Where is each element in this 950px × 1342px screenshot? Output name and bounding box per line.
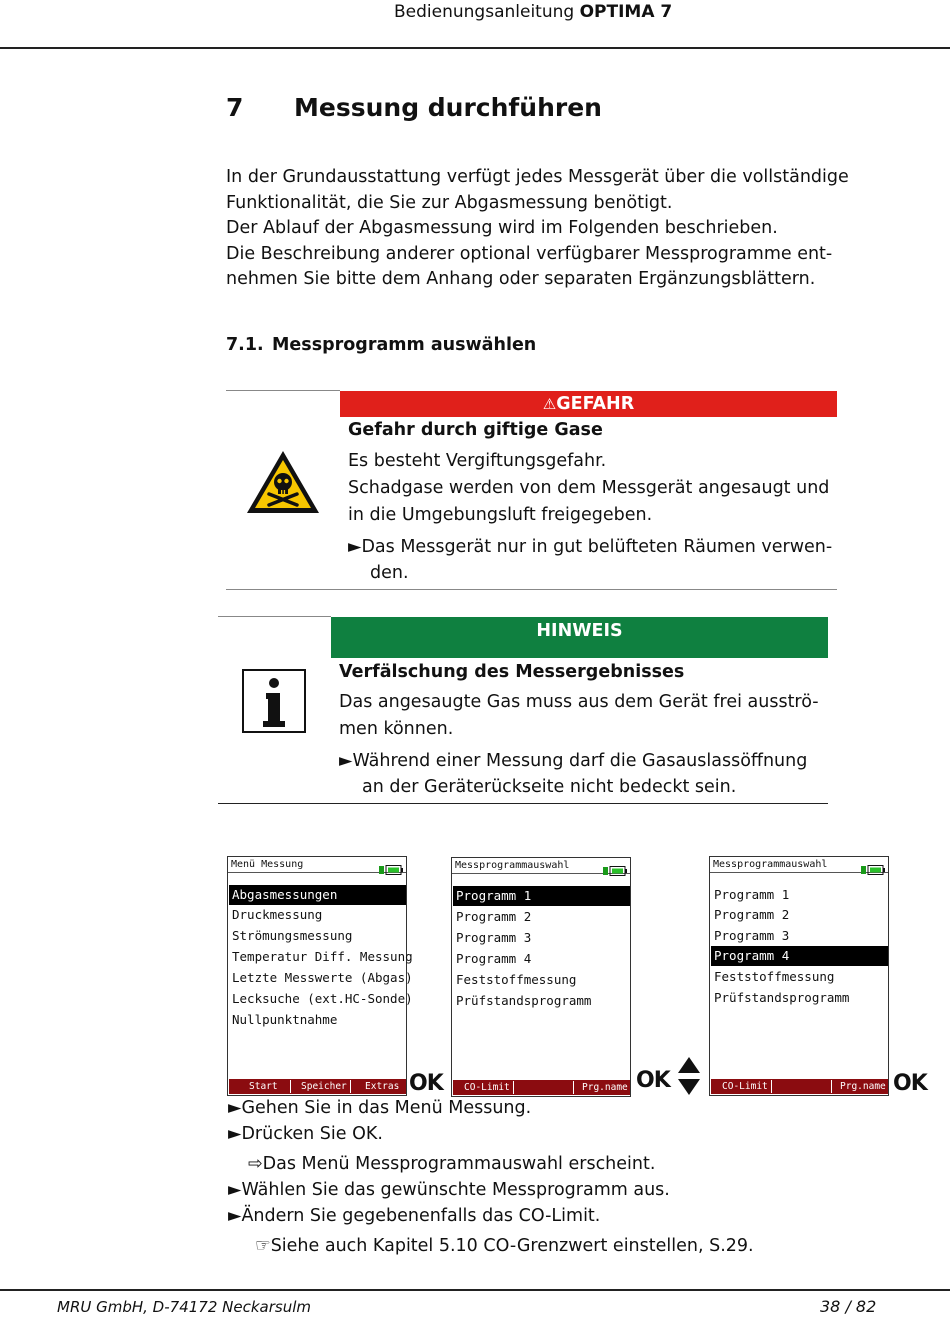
danger-text-line: Schadgase werden von dem Messgerät angesaugt und xyxy=(348,478,830,498)
step-result: ⇨Das Menü Messprogrammauswahl erscheint. xyxy=(248,1154,656,1174)
softkey-separator xyxy=(513,1081,514,1094)
footer-page-number: 38 / 82 xyxy=(820,1297,877,1316)
step-item: ►Wählen Sie das gewünschte Messprogramm aus. xyxy=(228,1180,670,1200)
header-product: OPTIMA 7 xyxy=(579,2,673,22)
softkey-co-limit[interactable]: CO-Limit xyxy=(722,1081,768,1092)
ok-key-icon: OK xyxy=(409,1071,443,1096)
notice-banner: HINWEIS xyxy=(331,617,828,658)
battery-icon xyxy=(861,860,885,870)
intro-paragraph xyxy=(226,165,849,293)
intro-line: Funktionalität, die Sie zur Abgasmessung benötigt. xyxy=(226,192,673,213)
notice-action-cont: an der Geräterückseite nicht bedeckt sein. xyxy=(362,777,737,797)
menu-item-druckmessung[interactable]: Druckmessung xyxy=(232,907,323,922)
up-down-arrows-icon xyxy=(677,1056,701,1096)
menu-item-letzte-messwerte[interactable]: Letzte Messwerte (Abgas) xyxy=(232,970,413,985)
softkey-co-limit[interactable]: CO-Limit xyxy=(464,1082,510,1093)
danger-text-line: Es besteht Vergiftungsgefahr. xyxy=(348,451,607,471)
softkey-extras[interactable]: Extras xyxy=(365,1081,400,1092)
program-item-4[interactable]: Programm 4 xyxy=(456,951,532,966)
program-item-2[interactable]: Programm 2 xyxy=(714,907,790,922)
danger-box-bottom-rule xyxy=(226,589,837,590)
program-item-3[interactable]: Programm 3 xyxy=(714,928,790,943)
notice-action: ►Während einer Messung darf die Gasauslassöffnung xyxy=(339,751,808,771)
danger-text-line: in die Umgebungsluft freigegeben. xyxy=(348,505,653,525)
program-item-2[interactable]: Programm 2 xyxy=(456,909,532,924)
step-reference: ☞Siehe auch Kapitel 5.10 CO-Grenzwert einstellen, S.29. xyxy=(255,1236,754,1256)
screen-title: Messprogrammauswahl xyxy=(452,858,630,874)
notice-box-bottom-rule xyxy=(218,803,828,804)
section-title: Messprogramm auswählen xyxy=(272,335,537,355)
softkey-separator xyxy=(290,1080,291,1093)
menu-item-stroemungsmessung[interactable]: Strömungsmessung xyxy=(232,928,353,943)
intro-line: Der Ablauf der Abgasmessung wird im Folgenden beschrieben. xyxy=(226,218,778,238)
danger-heading: Gefahr durch giftige Gase xyxy=(348,420,603,440)
softkey-separator xyxy=(350,1080,351,1093)
step-item: ►Drücken Sie OK. xyxy=(228,1124,383,1144)
softkey-prg-name[interactable]: Prg.name xyxy=(582,1082,628,1093)
ok-key-icon: OK xyxy=(893,1071,927,1096)
battery-icon xyxy=(603,861,627,871)
info-icon xyxy=(242,669,306,733)
menu-item-lecksuche[interactable]: Lecksuche (ext.HC-Sonde) xyxy=(232,991,413,1006)
softkey-bar xyxy=(711,1079,888,1094)
intro-line: nehmen Sie bitte dem Anhang oder separaten Ergänzungsblättern. xyxy=(226,269,816,289)
program-item-pruefstand[interactable]: Prüfstandsprogramm xyxy=(456,993,592,1008)
warning-triangle-icon: ⚠ xyxy=(542,395,557,413)
section-number: 7.1. xyxy=(226,335,264,355)
device-screen-menu xyxy=(227,856,413,1096)
toxic-warning-icon xyxy=(244,448,322,516)
chapter-title: Messung durchführen xyxy=(294,93,602,122)
page-header xyxy=(0,22,950,49)
header-label: Bedienungsanleitung xyxy=(394,2,575,22)
danger-box-top-rule xyxy=(226,390,340,391)
menu-item-temperatur-diff[interactable]: Temperatur Diff. Messung xyxy=(232,949,413,964)
notice-text-line: Das angesaugte Gas muss aus dem Gerät frei ausströ- xyxy=(339,692,819,712)
device-screen-programs xyxy=(451,857,631,1097)
danger-banner-label: GEFAHR xyxy=(556,394,635,414)
program-item-1[interactable]: Programm 1 xyxy=(714,887,790,902)
softkey-prg-name[interactable]: Prg.name xyxy=(840,1081,886,1092)
danger-banner xyxy=(340,391,837,417)
program-item-4[interactable]: Programm 4 xyxy=(711,946,888,966)
footer-company: MRU GmbH, D-74172 Neckarsulm xyxy=(57,1298,311,1316)
program-item-pruefstand[interactable]: Prüfstandsprogramm xyxy=(714,990,850,1005)
chapter-number: 7 xyxy=(226,93,244,122)
program-item-feststoff[interactable]: Feststoffmessung xyxy=(456,972,577,987)
softkey-separator xyxy=(831,1080,832,1093)
program-item-3[interactable]: Programm 3 xyxy=(456,930,532,945)
intro-line: Die Beschreibung anderer optional verfügbarer Messprogramme ent- xyxy=(226,243,833,264)
notice-heading: Verfälschung des Messergebnisses xyxy=(339,662,685,682)
program-item-1[interactable]: Programm 1 xyxy=(453,886,630,906)
notice-text-line: men können. xyxy=(339,719,454,739)
device-screen-programs-selected xyxy=(709,856,889,1096)
softkey-start[interactable]: Start xyxy=(249,1081,278,1092)
step-item: ►Ändern Sie gegebenenfalls das CO-Limit. xyxy=(228,1206,601,1226)
notice-box-top-rule xyxy=(218,616,331,617)
screen-title: Menü Messung xyxy=(228,857,406,873)
header-title xyxy=(394,2,672,22)
menu-item-nullpunktnahme[interactable]: Nullpunktnahme xyxy=(232,1012,338,1027)
page-footer-rule xyxy=(0,1289,950,1291)
softkey-speicher[interactable]: Speicher xyxy=(301,1081,347,1092)
battery-icon xyxy=(379,860,403,870)
intro-line: In der Grundausstattung verfügt jedes Messgerät über die vollständige xyxy=(226,167,849,187)
softkey-separator xyxy=(573,1081,574,1094)
danger-action: ►Das Messgerät nur in gut belüfteten Räumen verwen- xyxy=(348,537,833,557)
menu-item-abgasmessungen[interactable]: Abgasmessungen xyxy=(229,885,406,905)
screen-title: Messprogrammauswahl xyxy=(710,857,888,873)
softkey-bar xyxy=(229,1079,406,1094)
softkey-separator xyxy=(771,1080,772,1093)
danger-action-cont: den. xyxy=(370,563,409,583)
step-item: ►Gehen Sie in das Menü Messung. xyxy=(228,1098,532,1118)
softkey-bar xyxy=(453,1080,630,1095)
ok-key-icon: OK xyxy=(636,1068,670,1093)
program-item-feststoff[interactable]: Feststoffmessung xyxy=(714,969,835,984)
